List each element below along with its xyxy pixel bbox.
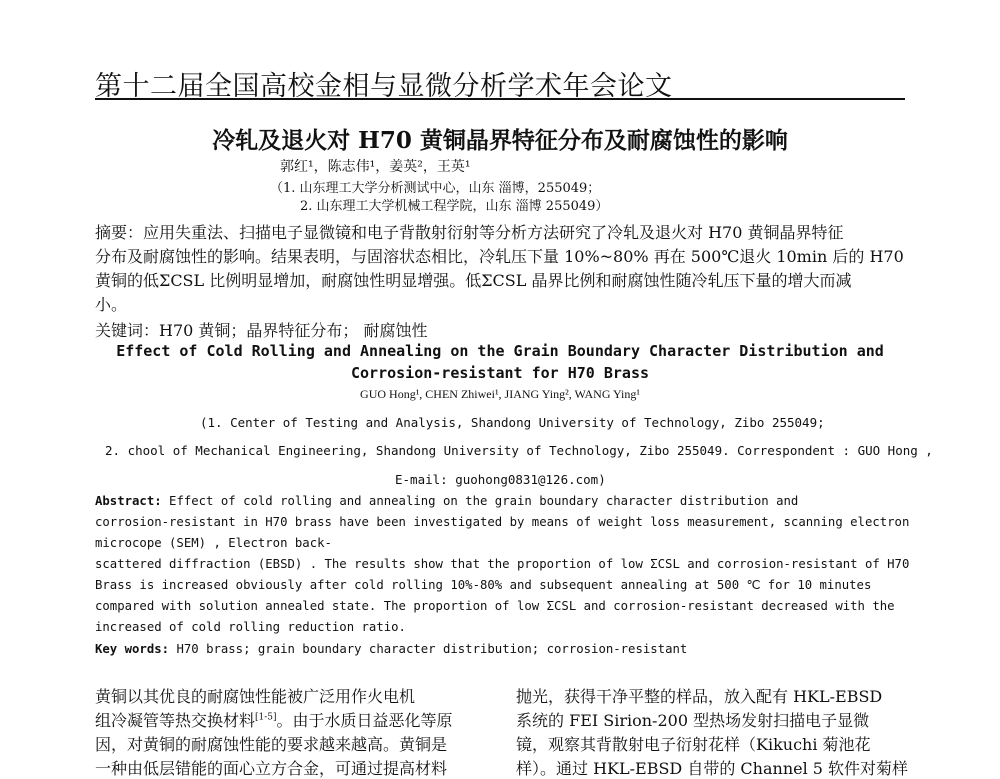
body-right-line: 抛光，获得干净平整的样品，放入配有 HKL-EBSD — [516, 687, 883, 706]
body-left-line: 一种由低层错能的面心立方合金，可通过提高材料 — [95, 759, 448, 778]
keywords-label: Key words: — [95, 642, 170, 656]
chinese-abstract-line: 黄铜的低ΣCSL 比例明显增加，耐腐蚀性明显增强。低ΣCSL 晶界比例和耐腐蚀性随冷轧压下量的增大而减 — [95, 271, 852, 290]
chinese-keywords: 关键词：H70 黄铜；晶界特征分布； 耐腐蚀性 — [95, 321, 428, 340]
chinese-affiliation-1: （1. 山东理工大学分析测试中心，山东 淄博，255049； — [270, 181, 601, 196]
chinese-abstract-line: 分布及耐腐蚀性的影响。结果表明，与固溶状态相比，冷轧压下量 10%~80% 再在 500℃退火 10min 后的 H70 — [95, 247, 904, 266]
english-abstract-line: microcope (SEM) , Electron back- — [95, 536, 332, 550]
english-abstract-line: Effect of cold rolling and annealing on the grain boundary character distribution and — [161, 494, 799, 508]
citation-ref: [1-5] — [255, 712, 277, 723]
body-left-line: 因，对黄铜的耐腐蚀性能的要求越来越高。黄铜是 — [95, 735, 448, 754]
english-abstract-line: Brass is increased obviously after cold rolling 10%-80% and subsequent annealing at 500 ℃ for 10 minutes — [95, 578, 872, 592]
chinese-abstract-line: 小。 — [95, 295, 128, 314]
body-left-text: 。由于水质日益恶化等原 — [276, 711, 453, 730]
chinese-affiliation-2: 2. 山东理工大学机械工程学院，山东 淄博 255049） — [300, 199, 609, 214]
english-title-line: Effect of Cold Rolling and Annealing on the Grain Boundary Character Distribution and — [116, 342, 884, 360]
conference-header: 第十二届全国高校金相与显微分析学术年会论文 — [95, 71, 673, 102]
body-right-line: 镜，观察其背散射电子衍射花样（Kikuchi 菊池花 — [516, 735, 871, 754]
english-keywords-text: H70 brass; grain boundary character distribution; corrosion-resistant — [169, 642, 688, 656]
english-abstract-line: scattered diffraction (EBSD) . The results show that the proportion of low ΣCSL and corrosion-resistant of H70 — [95, 557, 910, 571]
chinese-authors: 郭红¹，陈志伟¹，姜英²，王英¹ — [280, 159, 471, 175]
body-left-text: 组冷凝管等热交换材料 — [95, 711, 256, 730]
abstract-label: Abstract: — [95, 494, 162, 508]
english-abstract-line: increased of cold rolling reduction ratio. — [95, 620, 406, 634]
english-affiliation-2: 2. chool of Mechanical Engineering, Shandong University of Technology, Zibo 255049. Correspondent : GUO Hong , — [105, 443, 933, 458]
header-rule — [95, 98, 905, 100]
english-abstract-line: corrosion-resistant in H70 brass have been investigated by means of weight loss measurement, scanning electron — [95, 515, 910, 529]
english-email: E-mail: guohong0831@126.com) — [395, 472, 606, 487]
body-left-line — [95, 708, 453, 731]
body-right-line: 样）。通过 HKL-EBSD 自带的 Channel 5 软件对菊样 — [516, 759, 909, 778]
english-authors: GUO Hong¹, CHEN Zhiwei¹, JIANG Ying², WANG Ying¹ — [360, 387, 640, 401]
chinese-title: 冷轧及退火对 H70 黄铜晶界特征分布及耐腐蚀性的影响 — [212, 127, 788, 154]
chinese-abstract-line: 摘要：应用失重法、扫描电子显微镜和电子背散射衍射等分析方法研究了冷轧及退火对 H70 黄铜晶界特征 — [95, 223, 844, 242]
english-affiliation-1: (1. Center of Testing and Analysis, Shandong University of Technology, Zibo 255049; — [200, 415, 825, 430]
body-left-line: 黄铜以其优良的耐腐蚀性能被广泛用作火电机 — [95, 687, 416, 706]
body-right-line: 系统的 FEI Sirion-200 型热场发射扫描电子显微 — [516, 711, 870, 730]
english-title-line: Corrosion-resistant for H70 Brass — [350, 364, 649, 382]
english-abstract-first-line — [95, 494, 798, 508]
english-keywords — [95, 642, 687, 656]
english-abstract-line: compared with solution annealed state. The proportion of low ΣCSL and corrosion-resistant decreased with the — [95, 599, 895, 613]
